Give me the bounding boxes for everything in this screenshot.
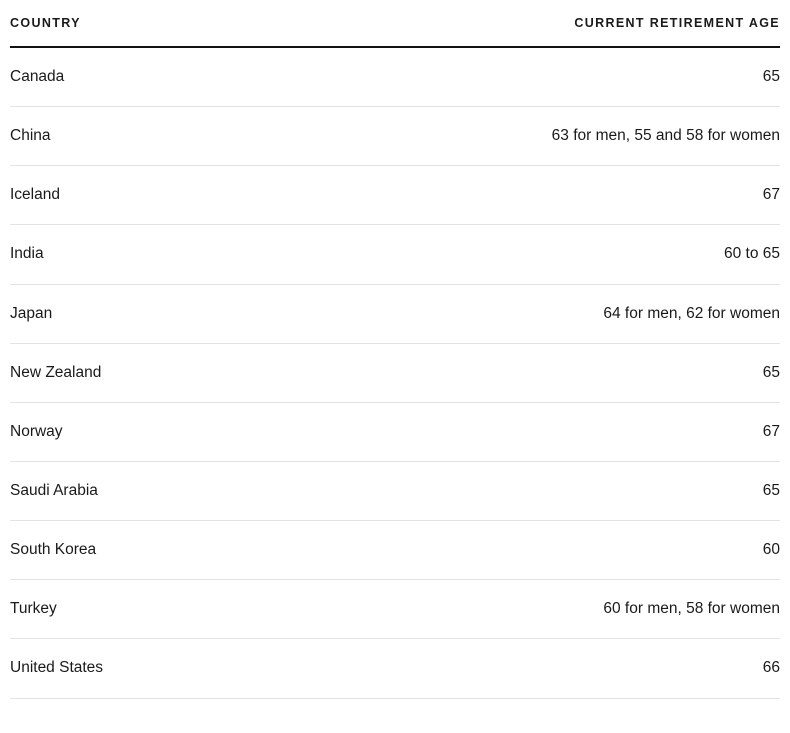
cell-country: Saudi Arabia [10,461,357,520]
cell-country: Norway [10,402,357,461]
table-row [10,461,780,520]
table-row [10,107,780,166]
table-header-row [10,16,780,47]
cell-country: Turkey [10,580,357,639]
cell-retirement-age: 60 for men, 58 for women [357,580,781,639]
table-row [10,580,780,639]
table-row [10,284,780,343]
retirement-age-table-container [0,16,790,699]
cell-country: Canada [10,47,357,107]
cell-retirement-age: 65 [357,343,781,402]
table-header [10,16,780,47]
table-row [10,47,780,107]
table-row [10,343,780,402]
table-row [10,402,780,461]
cell-retirement-age: 60 [357,521,781,580]
cell-retirement-age: 63 for men, 55 and 58 for women [357,107,781,166]
cell-retirement-age: 67 [357,402,781,461]
cell-country: China [10,107,357,166]
retirement-age-table [10,16,780,699]
table-row [10,521,780,580]
cell-country: South Korea [10,521,357,580]
cell-retirement-age: 60 to 65 [357,225,781,284]
cell-retirement-age: 67 [357,166,781,225]
table-row [10,639,780,698]
top-spacer [0,0,790,16]
cell-retirement-age: 64 for men, 62 for women [357,284,781,343]
cell-country: United States [10,639,357,698]
cell-country: New Zealand [10,343,357,402]
cell-retirement-age: 65 [357,461,781,520]
cell-retirement-age: 66 [357,639,781,698]
table-row [10,225,780,284]
cell-country: India [10,225,357,284]
column-header-country: COUNTRY [10,16,357,47]
cell-retirement-age: 65 [357,47,781,107]
table-body [10,47,780,698]
column-header-current-retirement-age: CURRENT RETIREMENT AGE [357,16,781,47]
cell-country: Iceland [10,166,357,225]
cell-country: Japan [10,284,357,343]
table-row [10,166,780,225]
